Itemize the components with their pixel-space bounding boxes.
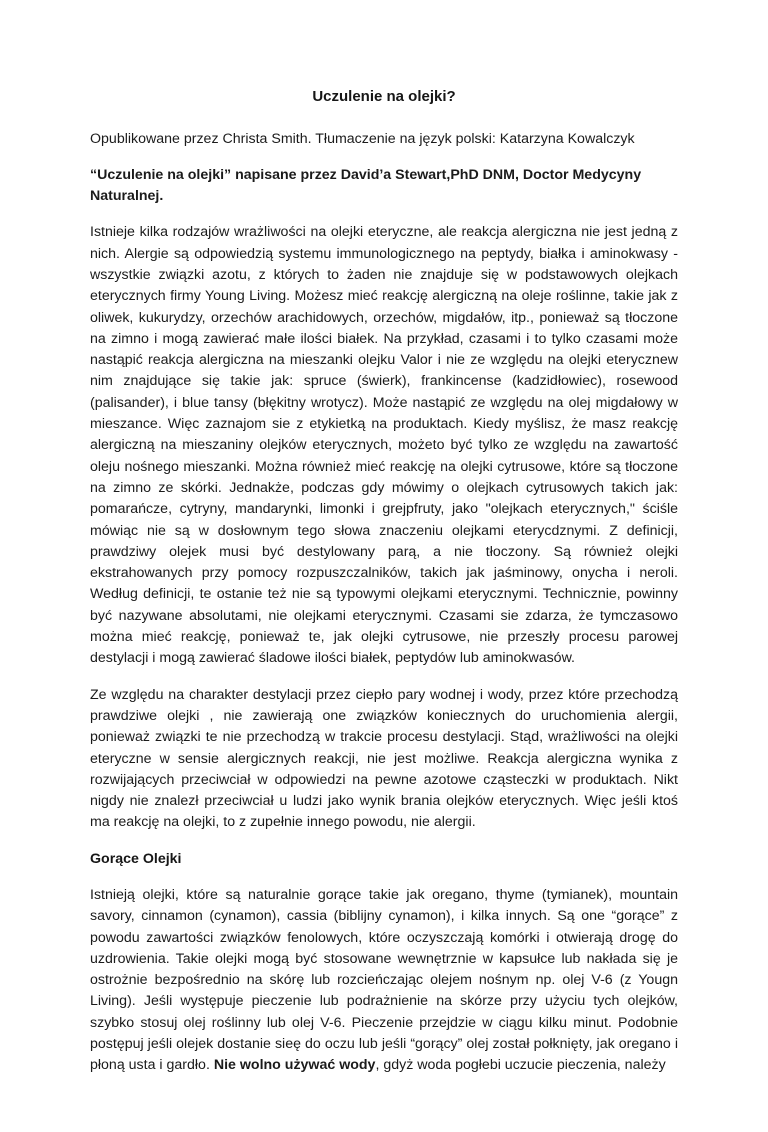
warning-no-water-text: Nie wolno używać wody — [213, 1057, 376, 1074]
document-title: Uczulenie na olejki? — [312, 88, 456, 105]
paragraph-hot-oils — [90, 885, 678, 1077]
paragraph-distillation: Ze względu na charakter destylacji przez ciepło pary wodnej i wody, przez które przechodzą prawdziwe olejki , nie zawierają one związków koniecznych do uruchomienia alergii, ponieważ związki te nie przechodzą w trakcie procesu destylacji. Stąd, wrażliwości na olejki eteryczne w sensie alergicznych reakcji, nie jest możliwe. Reakcja alergiczna wynika z rozwijających przeciwciał w odpowiedzi na pewne azotowe cząsteczki w produktach. Nikt nigdy nie znalezł przeciwciał u ludzi jako wynik brania olejków eterycznych. Więc jeśli ktoś ma reakcję na olejki, to z zupełnie innego powodu, nie alergii. — [90, 686, 678, 831]
paragraph-hot-oils-text: Istnieją olejki, które są naturalnie gorące takie jak oregano, thyme (tymianek), mountain savory, cinnamon (cynamon), cassia (biblijny cynamon), i kilka innych. Są one “gorące” z powodu zawartości związków fenolowych, które oczyszczają komórki i otwierają drogę do uzdrowienia. Takie olejki mogą być stosowane wewnętrznie w kapsułce lub nakłada się je ostrożnie bezpośrednio na skórę lub rozcieńczając olejem nośnym np. olej V-6 (z Yougn Living). Jeśli występuje pieczenie lub podrażnienie na skórze przy użyciu tych olejków, szybko stosuj olej roślinny lub olej V-6. Pieczenie przejdzie w ciągu kilku minut. Podobnie postępuj jeśli olejek dostanie sieę do oczu lub jeśli “gorący” olej został połknięty, jak oregano i płoną usta i gardło. — [90, 887, 678, 1074]
subtitle: “Uczulenie na olejki” napisane przez David’a Stewart,PhD DNM, Doctor Medycyny Naturalnej. — [90, 166, 642, 205]
paragraph-allergy-explanation: Istnieje kilka rodzajów wrażliwości na olejki eteryczne, ale reakcja alergiczna nie jest jedną z nich. Alergie są odpowiedzią systemu immunologicznego na peptydy, białka i aminokwasy - wszystkie związki azotu, z których to żaden nie znajduje się w podstawowych olejkach eterycznych firmy Young Living. Możesz mieć reakcję alergiczną na oleje roślinne, takie jak z oliwek, kukurydzy, orzechów arachidowych, orzechów, migdałów, itp., ponieważ są tłoczone na zimno i mogą zawierać małe ilości białek. Na przykład, czasami i to tylko czasami może nastąpić reakcja alergiczna na mieszanki olejku Valor i nie ze względu na olejki eterycznew nim znajdujące się takie jak: spruce (świerk), frankincense (kadzidłowiec), rosewood (palisander), i blue tansy (błękitny wrotycz). Może nastąpić ze względu na olej migdałowy w mieszance. Więc zaznajom sie z etykietką na produktach. Kiedy myślisz, że masz reakcję alergiczną na mieszaniny olejków eterycznych, możeto być tylko ze względu na zawartość oleju nośnego mieszanki. Można również mieć reakcję na olejki cytrusowe, które są tłoczone na zimno ze skórki. Jednakże, podczas gdy mówimy o olejkach cytrusowych takich jak: pomarańcze, cytryny, mandarynki, limonki i grejpfruty, jako "olejkach eterycznych," ściśle mówiąc nie są w dosłownym tego słowa znaczeniu olejkami eterycdznymi. Z definicji, prawdziwy olejek musi być destylowany parą, a nie tłoczony. Są również olejki ekstrahowanych przy pomocy rozpuszczalników, takich jak jaśminowy, onycha i neroli. Według definicji, te ostanie też nie są typowymi olejkami eterycznymi. Technicznie, powinny być nazywane absolutami, nie olejkami eterycznymi. Czasami sie zdarza, że tymczasowo można mieć reakcję, ponieważ te, jak olejki cytrusowe, nie przeszły procesu parowej destylacji i mogą zawierać śladowe ilości białek, peptydów lub aminokwasów. — [90, 224, 678, 667]
section-heading-hot-oils: Gorące Olejki — [90, 850, 182, 867]
paragraph-hot-oils-continuation: , gdyż woda pogłebi uczucie pieczenia, należy — [375, 1057, 666, 1074]
byline: Opublikowane przez Christa Smith. Tłumaczenie na język polski: Katarzyna Kowalczyk — [90, 130, 635, 147]
